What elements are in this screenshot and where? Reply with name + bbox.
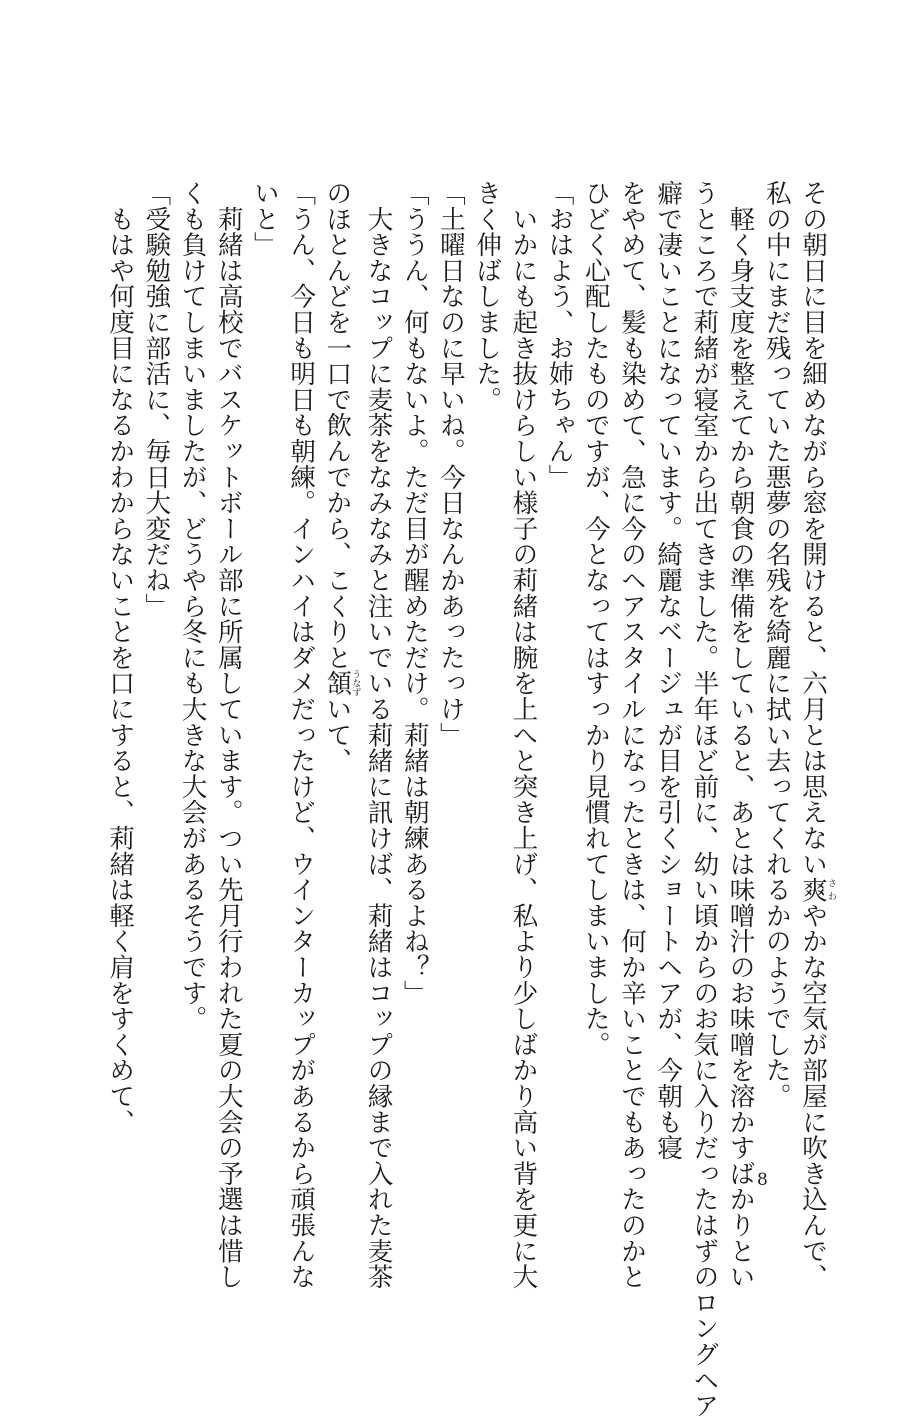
ruby-annotation: 頷うなず <box>322 669 361 697</box>
text-line-10: きく伸ばしました。 <box>472 180 503 413</box>
text-line-7: ひどく心配したものですが、今となってはすっかり見慣れてしまいました。 <box>580 180 611 1058</box>
text-line-4: うところで莉緒が寝室から出てきました。半年ほど前に、幼い頃からのお気に入りだったはずのロングヘア <box>689 180 720 1418</box>
text-line-13: 大きなコップに麦茶をなみなみと注いでいる莉緒に訊けば、莉緒はコップの縁まで入れた麦茶 <box>363 180 394 1290</box>
text-line-11: 「土曜日なのに早いね。今日なんかあったっけ」 <box>435 180 466 748</box>
vertical-text-body <box>102 180 836 1418</box>
text-line-6: をやめて、髪も染めて、急に今のヘアスタイルになったときは、何か辛いことでもあったのかと <box>616 180 647 1290</box>
text-line-1: その朝日に目を細めながら窓を開けると、六月とは思えない爽さわやかな空気が部屋に吹き込んで、 <box>798 180 836 1290</box>
text-line-16: いと」 <box>249 180 280 258</box>
text-line-8: 「おはよう、お姉ちゃん」 <box>544 180 575 490</box>
text-line-20: もはや何度目になるかわからないことを口にすると、莉緒は軽く肩をすくめて、 <box>105 180 136 1135</box>
page-number: 8 <box>757 1170 768 1190</box>
text-line-5: 癖で凄いことになっています。綺麗なベージュが目を引くショートヘアが、今朝も寝 <box>653 180 684 1161</box>
text-line-2: 私の中にまだ残っていた悪夢の名残を綺麗に拭い去ってくれるかのようでした。 <box>761 180 792 1109</box>
text-line-19: 「受験勉強に部活に、毎日大変だね」 <box>141 180 172 619</box>
text-line-9: いかにも起き抜けらしい様子の莉緒は腕を上へと突き上げ、私より少しばかり高い背を更に大 <box>508 180 539 1290</box>
text-line-14: のほとんどを一口で飲んでから、こくりと頷うなずいて、 <box>322 180 361 774</box>
text-line-18: くも負けてしまいましたが、どうやら冬にも大きな大会があるそうです。 <box>177 180 208 1032</box>
text-line-12: 「ううん、何もないよ。ただ目が醒めただけ。莉緒は朝練あるよね？」 <box>399 180 430 1006</box>
text-line-17: 莉緒は高校でバスケットボール部に所属しています。つい先月行われた夏の大会の予選は惜し <box>213 180 244 1290</box>
ruby-annotation: 爽さわ <box>798 876 836 903</box>
text-line-3: 軽く身支度を整えてから朝食の準備をしていると、あとは味噌汁のお味噌を溶かすばかりとい <box>725 180 756 1290</box>
text-line-15: 「うん、今日も明日も朝練。インハイはダメだったけど、ウインターカップがあるから頑張んな <box>286 180 317 1290</box>
